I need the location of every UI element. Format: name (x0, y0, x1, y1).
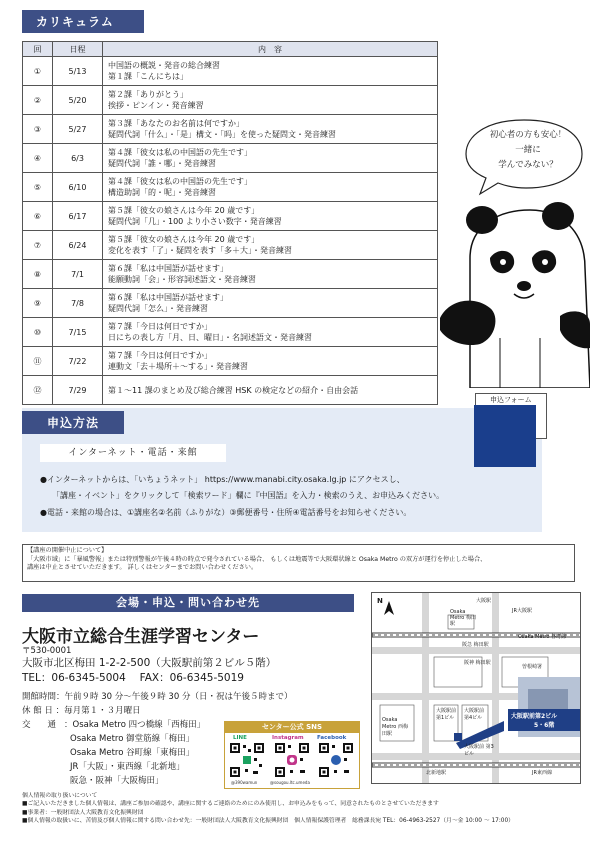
instagram-qr-code[interactable] (274, 742, 310, 778)
curriculum-heading: カリキュラム (22, 10, 144, 33)
line-handle: @390wamun (231, 780, 258, 785)
lesson-topics: 疑問代詞「怎么」・発音練習 (108, 304, 208, 313)
lesson-number: ④ (23, 144, 53, 173)
table-row (23, 144, 438, 173)
opening-hours: 開館時間：午前９時 30 分～午後９時 30 分（日・祝は午後５時まで） (22, 692, 293, 702)
sns-facebook-label: Facebook (317, 735, 347, 741)
contact-heading: 会場・申込・問い合わせ先 (22, 594, 354, 612)
bubble-text (488, 128, 568, 173)
table-row (23, 115, 438, 144)
lesson-title: 第６課「私は中国語が話せます」 (108, 293, 228, 302)
lesson-title: 第７課「今日は何日ですか」 (108, 322, 212, 331)
lesson-title: 第５課「彼女の娘さんは今年 20 歳です」 (108, 206, 260, 215)
lesson-topics: 日にちの表し方「月、日、曜日」・名詞述語文・発音練習 (108, 333, 312, 342)
notice-title: 【講座の開催中止について】 (27, 547, 108, 554)
lesson-topics: 能願動詞「会」・形容詞述語文・発音練習 (108, 275, 256, 284)
lesson-title: 第５課「彼女の娘さんは今年 20 歳です」 (108, 235, 260, 244)
lesson-title: 第６課「私は中国語が話せます」 (108, 264, 228, 273)
map-label-osaka-station: 大阪駅 (476, 598, 492, 604)
lesson-content (103, 144, 438, 173)
table-row (23, 173, 438, 202)
lesson-content (103, 260, 438, 289)
access-line5: 阪急・阪神「大阪梅田」 (70, 776, 164, 786)
access-line2: Osaka Metro 御堂筋線「梅田」 (70, 734, 195, 744)
sns-instagram-label: Instagram (272, 735, 304, 741)
lesson-content (103, 173, 438, 202)
lesson-number: ⑥ (23, 202, 53, 231)
map-label-metro-umeda: Osaka Metro 梅田駅 (450, 609, 476, 627)
lesson-number: ⑤ (23, 173, 53, 202)
notice-line1: 「大阪市域」に「暴風警報」または特別警報が午後４時の時点で発令されている場合、 もしくは地震等で大阪環状線と Osaka Metro の双方が運行を停止した場合、 (27, 555, 487, 563)
lesson-content (103, 57, 438, 86)
lesson-content (103, 202, 438, 231)
lesson-content (103, 347, 438, 376)
table-row (23, 231, 438, 260)
lesson-date: 5/27 (53, 115, 103, 144)
lesson-number: ⑫ (23, 376, 53, 405)
lesson-topics: 疑問代詞「誰・哪」・発音練習 (108, 159, 216, 168)
line-qr-code[interactable] (229, 742, 265, 778)
footer-line1: 個人情報の取り扱いについて (22, 793, 98, 799)
map-label-bldg1: 大阪駅前 第1ビル (436, 708, 457, 721)
apply-line-phone: ●電話・来館の場合は、①講座名②名前（ふりがな）③郵便番号・住所④電話番号をお知らせください。 (40, 508, 412, 517)
lesson-topics: 構造助詞「的・呢」・発音練習 (108, 188, 216, 197)
lesson-content (103, 86, 438, 115)
lesson-title: 第１～11 課のまとめ及び総合練習 HSK の検定などの紹介・自由会話 (108, 385, 359, 395)
header-num: 回 (23, 42, 53, 57)
lesson-date: 7/22 (53, 347, 103, 376)
footer-line4: ■個人情報の取扱いに、苦情及び個人情報に関する問い合わせ先：一般財団法人大阪教育文化振興財団 個人情報保護管理者 総務課長宛 TEL：06-4963-2527（月～金 10:00 ～ 17:00） (22, 818, 514, 825)
footer-line2: ■ご記入いただきました個人情報は、講座ご参加の確認や、講座に関するご連絡のためにのみ使用し、お申込みをもって、同意されたものとさせていただきます (22, 801, 439, 808)
address: 大阪市北区梅田 1-2-2-500（大阪駅前第２ビル５階） (22, 657, 277, 669)
map-label-bldg2: 大阪駅前第2ビル (511, 713, 558, 720)
header-content: 内 容 (103, 42, 438, 57)
lesson-date: 6/17 (53, 202, 103, 231)
facebook-qr-code[interactable] (318, 742, 354, 778)
table-row (23, 202, 438, 231)
lesson-topics: 第１課「こんにちは」 (108, 72, 188, 81)
lesson-date: 5/20 (53, 86, 103, 115)
header-date: 日程 (53, 42, 103, 57)
map-label-tanimachi: Osaka Metro 谷町線 (518, 634, 567, 640)
lesson-number: ② (23, 86, 53, 115)
apply-heading: 申込方法 (22, 411, 124, 434)
access-map[interactable] (371, 592, 581, 784)
lesson-topics: 連動文「去＋場所＋～する」・発音練習 (108, 362, 248, 371)
lesson-number: ① (23, 57, 53, 86)
access-line1: ：Osaka Metro 四つ橋線「西梅田」 (64, 720, 206, 730)
map-label-floor: 5・6階 (534, 722, 555, 729)
access-line3: Osaka Metro 谷町線「東梅田」 (70, 748, 195, 758)
privacy-footer (22, 792, 514, 826)
map-label-kitashinchi: 北新地駅 (426, 770, 447, 776)
tel-fax: TEL：06-6345-5004 FAX：06-6345-5019 (22, 672, 244, 684)
lesson-number: ⑩ (23, 318, 53, 347)
lesson-title: 第２課「ありがとう」 (108, 90, 188, 99)
curriculum-table (22, 41, 438, 405)
map-label-hankyu: 阪急 梅田駅 (462, 642, 489, 648)
access-label: 交 通 (22, 720, 57, 730)
sns-line-label: LINE (233, 735, 247, 741)
cancellation-notice (22, 544, 575, 582)
lesson-content (103, 231, 438, 260)
lesson-date: 7/8 (53, 289, 103, 318)
table-row (23, 347, 438, 376)
lesson-date: 6/10 (53, 173, 103, 202)
footer-line3: ■事業者：一般財団法人大阪教育文化振興財団 (22, 809, 144, 816)
lesson-number: ⑦ (23, 231, 53, 260)
apply-form-label: 申込フォーム (490, 396, 532, 404)
bubble-line2: 一緒に (515, 145, 541, 155)
lesson-topics: 疑問代詞「什么」・「是」構文・「吗」を使った疑問文・発音練習 (108, 130, 336, 139)
lesson-topics: 疑問代詞「几」・100 より小さい数字・発音練習 (108, 217, 282, 226)
lesson-date: 7/29 (53, 376, 103, 405)
bubble-line3: 学んでみない？ (498, 160, 558, 170)
lesson-title: 第７課「今日は何日ですか」 (108, 351, 212, 360)
lesson-topics: 変化を表す「了」・疑問を表す「多＋大」・発音練習 (108, 246, 292, 255)
lesson-title: 第４課「彼女は私の中国語の先生です」 (108, 177, 252, 186)
lesson-number: ⑪ (23, 347, 53, 376)
map-label-bldg3: 大阪駅前 第3ビル (464, 744, 494, 757)
lesson-content (103, 376, 438, 405)
map-label-hanshin: 阪神 梅田駅 (464, 660, 491, 666)
lesson-content (103, 318, 438, 347)
lesson-content (103, 289, 438, 318)
table-row (23, 57, 438, 86)
lesson-date: 7/1 (53, 260, 103, 289)
postal-code: 〒530-0001 (22, 646, 72, 656)
lesson-content (103, 115, 438, 144)
apply-form-qr-code[interactable] (474, 405, 536, 467)
table-row (23, 86, 438, 115)
notice-line2: 講座は中止とさせていただきます。 詳しくはセンターまでお問い合わせください。 (27, 564, 258, 571)
map-label-bldg4: 大阪駅前 第4ビル (464, 708, 485, 721)
table-row (23, 289, 438, 318)
table-row (23, 318, 438, 347)
lesson-number: ⑨ (23, 289, 53, 318)
access-line4: JR「大阪」・東西線「北新地」 (70, 762, 185, 772)
closed-days: 休 館 日 ：毎月第１・３月曜日 (22, 706, 141, 716)
sns-title: センター公式 SNS (224, 721, 360, 733)
lesson-title: 第４課「彼女は私の中国語の先生です」 (108, 148, 252, 157)
map-label-jr-tozai: JR東西線 (532, 770, 552, 776)
map-north: N (377, 597, 383, 605)
apply-line-search: 「講座・イベント」をクリックして「検索ワード」欄に『中国語』を入力・検索のうえ、お申込みください。 (52, 491, 445, 500)
instagram-handle: @sougou.ltc.umeda (270, 780, 310, 785)
apply-line-internet: ●インターネットからは、「いちょうネット」 https://www.manabi.city.osaka.lg.jp にアクセスし、 (40, 475, 405, 484)
bubble-line1: 初心者の方も安心！ (489, 130, 567, 140)
lesson-number: ⑧ (23, 260, 53, 289)
center-name: 大阪市立総合生涯学習センター (22, 627, 260, 647)
apply-channels: インターネット・電話・来館 (40, 444, 226, 462)
panda-illustration (440, 198, 590, 388)
lesson-topics: 挨拶・ピンイン・発音練習 (108, 101, 204, 110)
lesson-title: 第３課「あなたのお名前は何ですか」 (108, 119, 244, 128)
map-label-sonezaki: 曽根崎署 (522, 664, 543, 670)
table-row (23, 260, 438, 289)
table-header-row (23, 42, 438, 57)
lesson-date: 5/13 (53, 57, 103, 86)
lesson-title: 中国語の概説・発音の総合練習 (108, 61, 220, 70)
map-label-nishi-umeda: Osaka Metro 西梅田駅 (382, 717, 408, 737)
table-row (23, 376, 438, 405)
lesson-date: 6/24 (53, 231, 103, 260)
map-label-jr-osaka: JR大阪駅 (512, 608, 532, 614)
lesson-number: ③ (23, 115, 53, 144)
lesson-date: 6/3 (53, 144, 103, 173)
lesson-date: 7/15 (53, 318, 103, 347)
